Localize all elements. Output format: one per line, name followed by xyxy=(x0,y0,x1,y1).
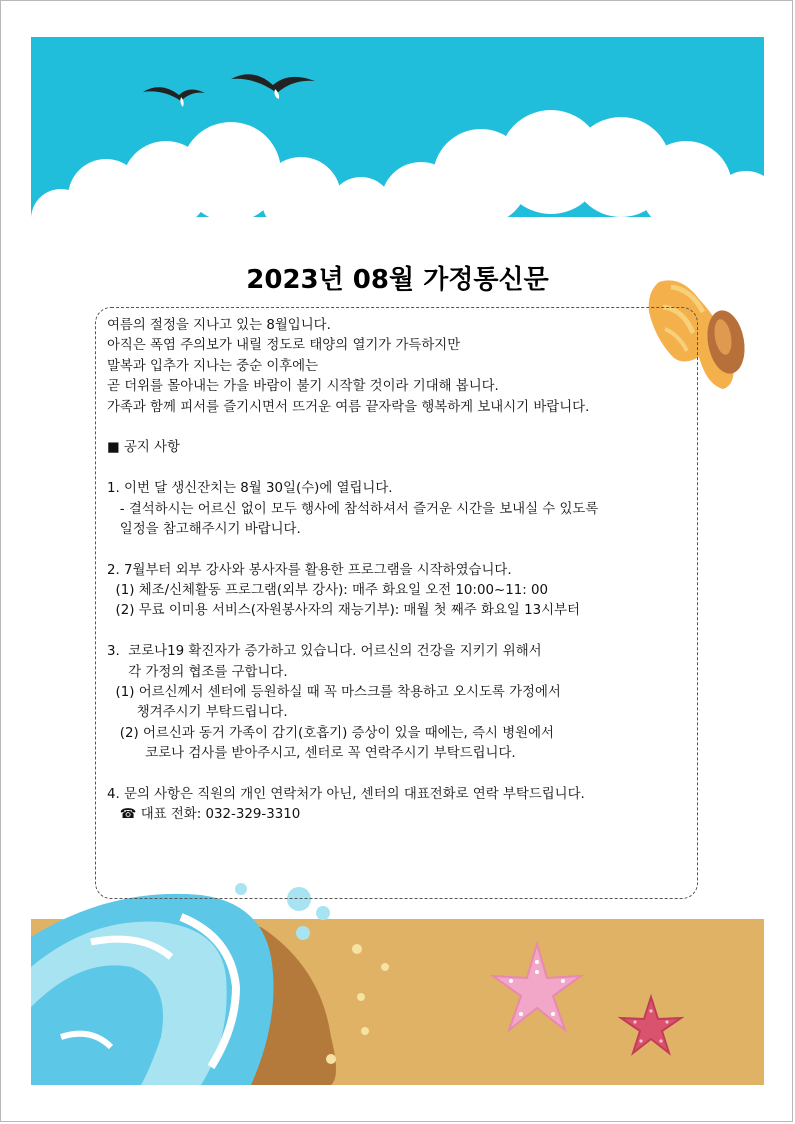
notice-line: 4. 문의 사항은 직원의 개인 연락처가 아닌, 센터의 대표전화로 연락 부탁드립니다. xyxy=(107,786,585,802)
newsletter-sheet xyxy=(31,37,764,1085)
notice-line: 1. 이번 달 생신잔치는 8월 30일(수)에 열립니다. xyxy=(107,481,393,497)
intro-line: 아직은 폭염 주의보가 내릴 정도로 태양의 열기가 가득하지만 xyxy=(107,338,461,354)
intro-line: 가족과 함께 피서를 즐기시면서 뜨거운 여름 끝자락을 행복하게 보내시기 바랍니다. xyxy=(107,399,590,415)
intro-line: 여름의 절정을 지나고 있는 8월입니다. xyxy=(107,318,331,333)
notice-heading: ■ 공지 사항 xyxy=(107,440,180,456)
notice-line: 코로나 검사를 받아주시고, 센터로 꼭 연락주시기 부탁드립니다. xyxy=(107,746,516,762)
intro-line: 곧 더위를 몰아내는 가을 바람이 불기 시작할 것이라 기대해 봅니다. xyxy=(107,379,499,395)
notice-line: (2) 어르신과 동거 가족이 감기(호흡기) 증상이 있을 때에는, 즉시 병원에서 xyxy=(107,725,554,741)
notice-item-4 xyxy=(107,785,707,826)
notice-item-3 xyxy=(107,642,707,764)
phone-line: ☎ 대표 전화: 032-329-3310 xyxy=(107,807,301,823)
notice-line: 2. 7월부터 외부 강사와 봉사자를 활용한 프로그램을 시작하였습니다. xyxy=(107,562,512,578)
notice-item-1 xyxy=(107,479,707,540)
page-title: 2023년 08월 가정통신문 xyxy=(246,265,549,295)
notice-line: (2) 무료 이미용 서비스(자원봉사자의 재능기부): 매월 첫 째주 화요일 13시부터 xyxy=(107,603,580,619)
notice-line: (1) 어르신께서 센터에 등원하실 때 꼭 마스크를 착용하고 오시도록 가정에서 xyxy=(107,685,561,701)
notice-content xyxy=(107,316,707,826)
notice-line: (1) 체조/신체활동 프로그램(외부 강사): 매주 화요일 오전 10:00~11: 00 xyxy=(107,583,549,599)
notice-line: 일정을 참고해주시기 바랍니다. xyxy=(107,521,301,537)
notice-line: 챙겨주시기 부탁드립니다. xyxy=(107,705,288,721)
notice-item-2 xyxy=(107,561,707,622)
notice-line: 각 가정의 협조를 구합니다. xyxy=(107,664,288,680)
notice-line: 3. 코로나19 확진자가 증가하고 있습니다. 어르신의 건강을 지키기 위해서 xyxy=(107,644,542,660)
intro-paragraph xyxy=(107,316,707,418)
intro-line: 말복과 입추가 지나는 중순 이후에는 xyxy=(107,358,319,374)
notice-line: - 결석하시는 어르신 없이 모두 행사에 참석하셔서 즐거운 시간을 보내실 수 있도록 xyxy=(107,501,599,517)
